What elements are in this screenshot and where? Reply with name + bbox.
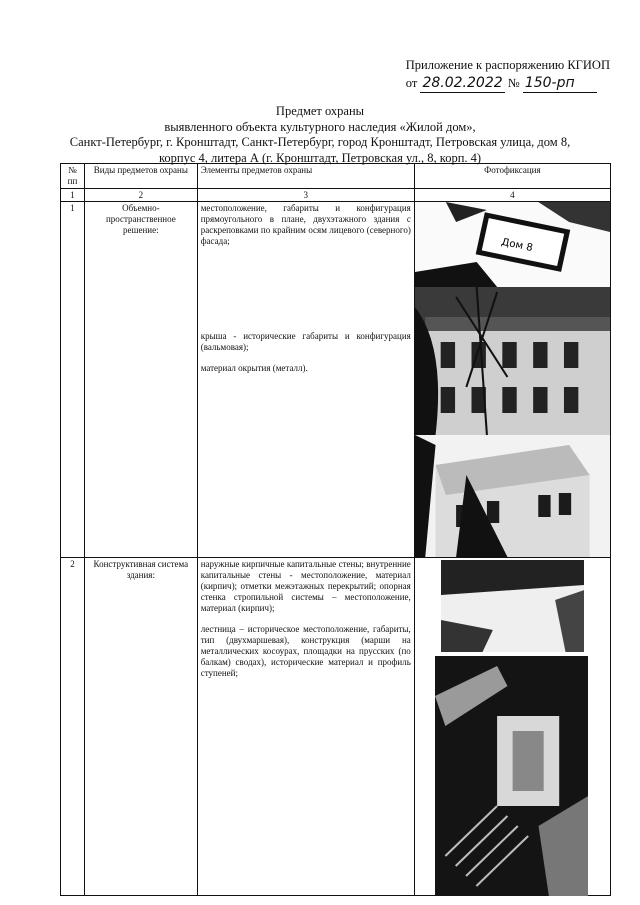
photo-staircase: [435, 656, 588, 896]
photo-facade: [415, 287, 610, 435]
appendix-block: [406, 56, 610, 93]
col-number: 2: [84, 189, 197, 202]
header-type: Виды предметов охраны: [84, 164, 197, 189]
row-elements: [197, 558, 414, 896]
col-number: 1: [61, 189, 85, 202]
row-photos: [414, 202, 610, 558]
col-number: 3: [197, 189, 414, 202]
header-num: № пп: [61, 164, 85, 189]
element-text: наружные кирпичные капитальные стены; внутренние капитальные стены - местоположение, материал (кирпич); отметки межэтажных перекрытий; опорная стенка стропильной системы – местоположение, материал (кирпич);: [200, 559, 411, 613]
table-header-row: [61, 164, 611, 189]
appendix-line1: Приложение к распоряжению КГИОП: [405, 58, 610, 72]
element-text: местоположение, габариты и конфигурация прямоугольного в плане, двухэтажного здания с раскреповками по крайним осям лицевого (северного) фасада;: [200, 203, 411, 246]
document-title: [20, 104, 620, 166]
col-number: 4: [414, 189, 610, 202]
element-text: крыша - исторические габариты и конфигурация (вальмовая);: [200, 331, 411, 352]
protection-table: [60, 163, 611, 896]
row-number: 1: [61, 202, 85, 558]
appendix-from: от: [405, 76, 418, 90]
title-line2: выявленного объекта культурного наследия «Жилой дом»,: [164, 119, 476, 134]
row-number: 2: [61, 558, 85, 896]
photo-house-sign: [415, 202, 610, 287]
house-sign-text: Дом 8: [500, 236, 534, 254]
row-type: Объемно-пространственное решение:: [84, 202, 197, 558]
appendix-line2: [406, 74, 610, 93]
table-number-row: [61, 189, 611, 202]
title-line1: Предмет охраны: [275, 104, 365, 118]
appendix-number: 150-рп: [523, 74, 597, 93]
row-elements: [197, 202, 414, 558]
title-line4: корпус 4, литера А (г. Кронштадт, Петровская ул., 8, корп. 4): [158, 150, 482, 165]
row-type: Конструктивная система здания:: [84, 558, 197, 896]
photo-interior-wall: [441, 560, 584, 652]
appendix-no-label: №: [507, 76, 520, 90]
element-text: материал окрытия (металл).: [200, 363, 308, 373]
table-row: [61, 202, 611, 558]
table-row: [61, 558, 611, 896]
appendix-date: 28.02.2022: [422, 75, 503, 91]
title-line3: Санкт-Петербург, г. Кронштадт, Санкт-Петербург, город Кронштадт, Петровская улица, дом 8,: [69, 135, 571, 149]
header-photo: Фотофиксация: [414, 164, 610, 189]
header-elements: Элементы предметов охраны: [197, 164, 414, 189]
element-text: лестница – историческое местоположение, габариты, тип (двухмаршевая), конструкция (марши на металлических косоурах, площадки на прусских (по балкам) сводах), исторические материал и профиль ступеней;: [200, 624, 411, 678]
row-photos: [414, 558, 610, 896]
photo-side-facade: [415, 435, 610, 557]
